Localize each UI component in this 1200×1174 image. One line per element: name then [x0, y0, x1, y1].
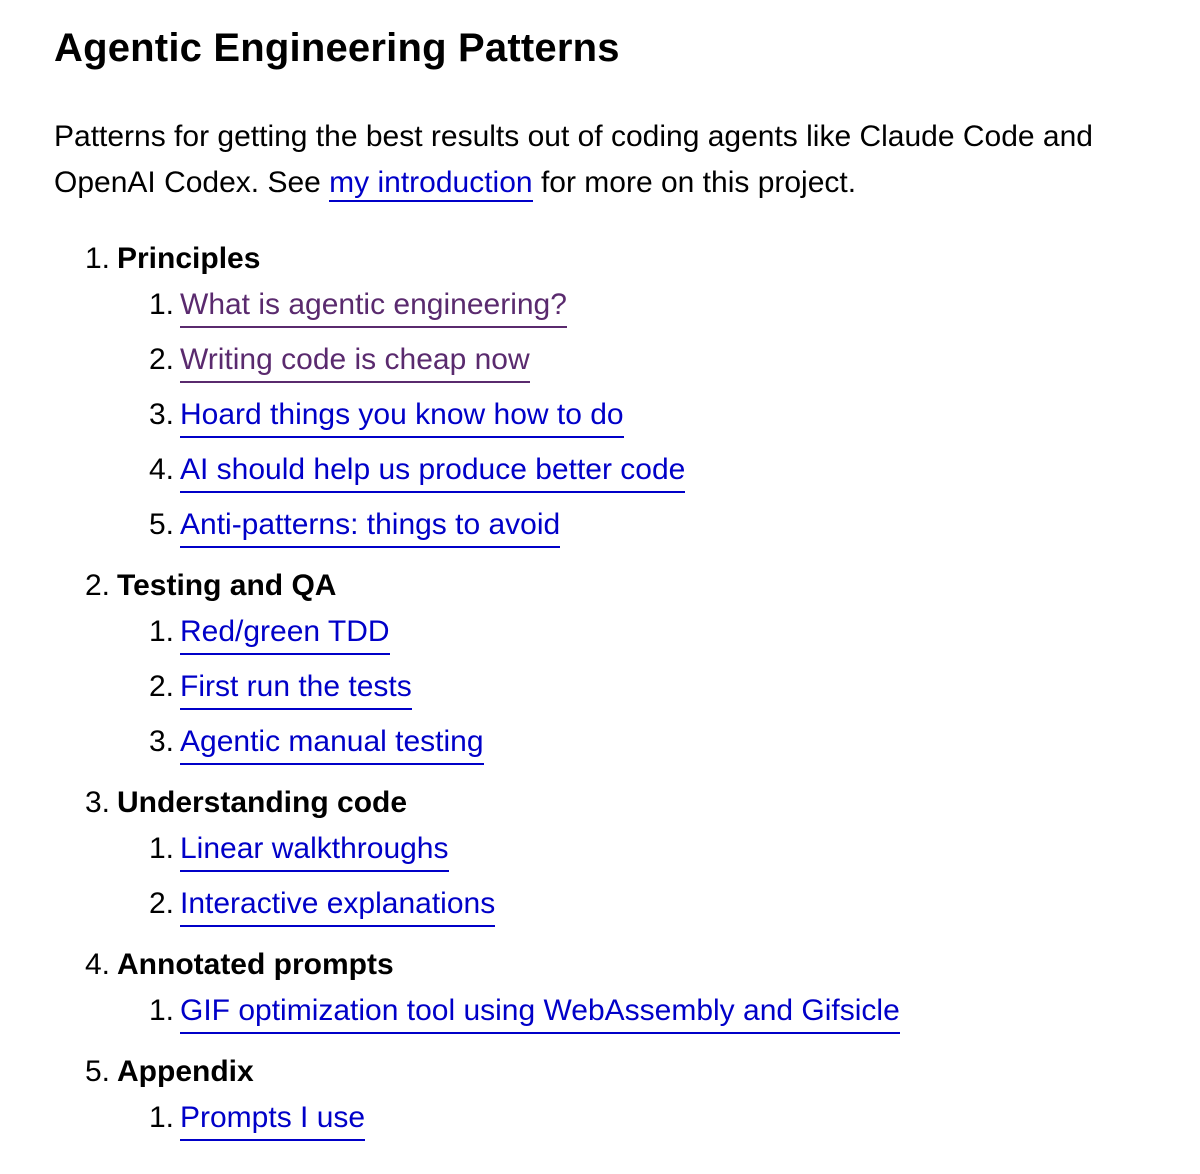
list-item: [54, 667, 1200, 722]
item-number: 1.: [148, 994, 174, 1027]
list-item: [54, 829, 1200, 884]
section-title: Principles: [117, 242, 261, 275]
page-title: Agentic Engineering Patterns: [54, 26, 620, 70]
pattern-link[interactable]: Anti-patterns: things to avoid: [180, 505, 560, 548]
pattern-link[interactable]: Interactive explanations: [180, 884, 495, 927]
intro-text-after: for more on this project.: [532, 166, 857, 199]
section-number: 3.: [84, 786, 110, 819]
section-3: [54, 783, 1200, 939]
pattern-link[interactable]: First run the tests: [180, 667, 412, 710]
item-number: 1.: [148, 615, 174, 648]
pattern-link[interactable]: AI should help us produce better code: [180, 450, 685, 493]
intro-link[interactable]: my introduction: [329, 166, 532, 202]
pattern-link[interactable]: Agentic manual testing: [180, 722, 484, 765]
section-item-list: [54, 991, 1200, 1046]
section-number: 1.: [84, 242, 110, 275]
pattern-link[interactable]: What is agentic engineering?: [180, 285, 567, 328]
item-number: 5.: [148, 508, 174, 541]
pattern-link[interactable]: GIF optimization tool using WebAssembly and Gifsicle: [180, 991, 900, 1034]
item-number: 2.: [148, 887, 174, 920]
table-of-contents: [54, 239, 1200, 1153]
list-item: [54, 285, 1200, 340]
section-heading: [54, 566, 1200, 606]
list-item: [54, 340, 1200, 395]
list-item: [54, 991, 1200, 1046]
intro-text-before: Patterns for getting the best results out of coding agents like Claude Code and OpenAI Codex. See: [54, 120, 1093, 199]
list-item: [54, 395, 1200, 450]
section-title: Annotated prompts: [117, 948, 394, 981]
section-number: 5.: [84, 1055, 110, 1088]
list-item: [54, 722, 1200, 777]
section-number: 4.: [84, 948, 110, 981]
list-item: [54, 1098, 1200, 1153]
item-number: 1.: [148, 1101, 174, 1134]
item-number: 2.: [148, 670, 174, 703]
list-item: [54, 450, 1200, 505]
item-number: 3.: [148, 725, 174, 758]
pattern-link[interactable]: Prompts I use: [180, 1098, 365, 1141]
pattern-link[interactable]: Red/green TDD: [180, 612, 390, 655]
pattern-link[interactable]: Linear walkthroughs: [180, 829, 449, 872]
section-item-list: [54, 829, 1200, 939]
pattern-link[interactable]: Hoard things you know how to do: [180, 395, 624, 438]
section-item-list: [54, 612, 1200, 777]
section-number: 2.: [84, 569, 110, 602]
intro-paragraph: [54, 114, 1134, 206]
section-heading: [54, 945, 1200, 985]
section-4: [54, 945, 1200, 1046]
section-item-list: [54, 285, 1200, 560]
item-number: 2.: [148, 343, 174, 376]
section-heading: [54, 783, 1200, 823]
section-heading: [54, 1052, 1200, 1092]
item-number: 1.: [148, 288, 174, 321]
list-item: [54, 612, 1200, 667]
item-number: 4.: [148, 453, 174, 486]
list-item: [54, 884, 1200, 939]
section-title: Appendix: [117, 1055, 254, 1088]
section-5: [54, 1052, 1200, 1153]
section-title: Understanding code: [117, 786, 408, 819]
item-number: 1.: [148, 832, 174, 865]
section-item-list: [54, 1098, 1200, 1153]
pattern-link[interactable]: Writing code is cheap now: [180, 340, 530, 383]
item-number: 3.: [148, 398, 174, 431]
list-item: [54, 505, 1200, 560]
section-heading: [54, 239, 1200, 279]
section-2: [54, 566, 1200, 777]
section-1: [54, 239, 1200, 560]
section-title: Testing and QA: [117, 569, 337, 602]
